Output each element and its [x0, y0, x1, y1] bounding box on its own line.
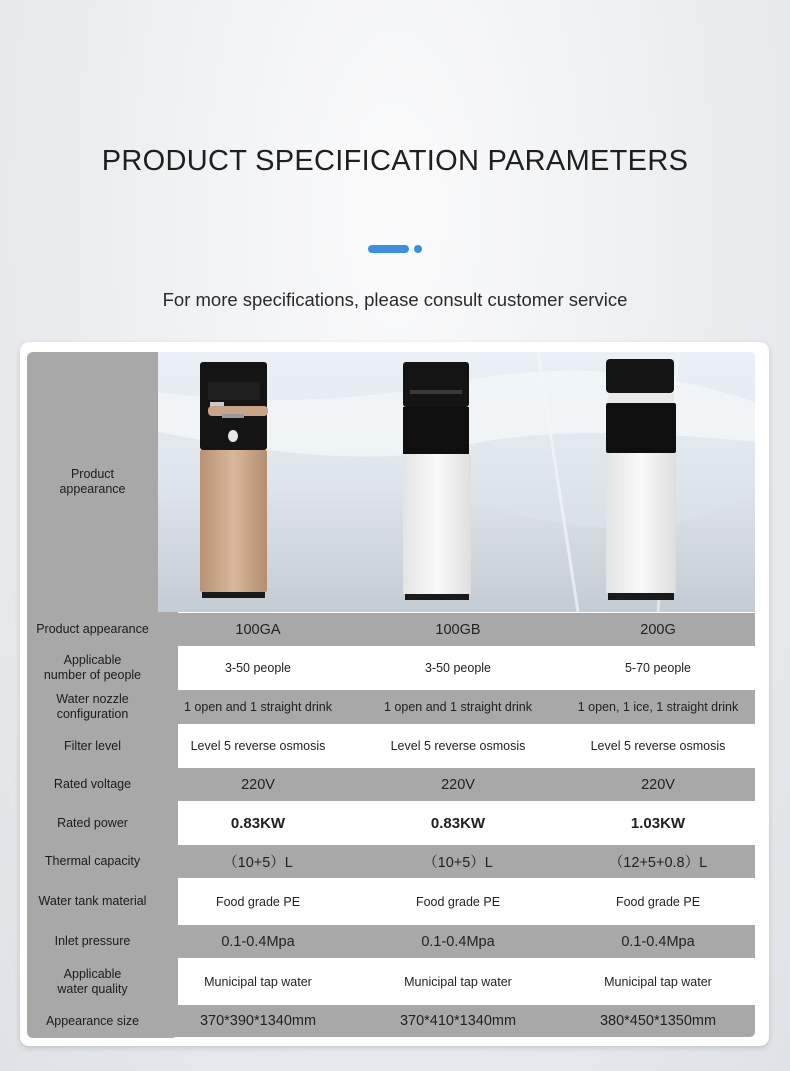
- row-label: [27, 1005, 158, 1037]
- spec-cell: 0.1-0.4Mpa: [421, 933, 495, 950]
- spec-cell: Level 5 reverse osmosis: [190, 739, 326, 753]
- product-photo-svg: [158, 352, 755, 612]
- row-label: [27, 801, 158, 845]
- spec-cell: 0.83KW: [430, 814, 486, 832]
- row-label-line: Rated voltage: [53, 777, 132, 791]
- row-label: [27, 845, 158, 878]
- spec-cell: 370*390*1340mm: [199, 1013, 317, 1029]
- page-title: PRODUCT SPECIFICATION PARAMETERS: [101, 145, 689, 177]
- product-photo: [158, 352, 755, 612]
- row-label: [27, 613, 158, 646]
- row-label: [27, 768, 158, 801]
- spec-cell: Level 5 reverse osmosis: [590, 739, 726, 753]
- spec-cell: 1 open and 1 straight drink: [383, 700, 533, 714]
- spec-cell: 100GA: [235, 621, 281, 638]
- spec-cell: Food grade PE: [615, 894, 701, 909]
- row-label-line: Water tank material: [38, 894, 147, 908]
- spec-cell: 370*410*1340mm: [399, 1013, 517, 1029]
- spec-cell: 1 open, 1 ice, 1 straight drink: [577, 700, 739, 714]
- dispenser-200g: [606, 359, 676, 600]
- row-label-line: Product appearance: [36, 622, 149, 636]
- spec-cell: 220V: [441, 776, 475, 793]
- spec-cell: 380*450*1350mm: [599, 1013, 717, 1029]
- row-label-line: Applicable: [63, 653, 122, 667]
- row-label: [27, 690, 158, 724]
- spec-cell: 1.03KW: [630, 814, 686, 832]
- appearance-label: Product appearance: [59, 467, 126, 496]
- spec-cell: Food grade PE: [215, 894, 301, 909]
- row-label: [27, 646, 158, 690]
- row-label: [27, 958, 158, 1005]
- spec-cell: Level 5 reverse osmosis: [390, 739, 526, 753]
- spec-cell: 1 open and 1 straight drink: [183, 700, 333, 714]
- row-label-line: Inlet pressure: [54, 934, 131, 948]
- accent-decoration: [368, 244, 423, 254]
- row-label-line: water quality: [57, 981, 128, 996]
- row-label-line: Water nozzle: [56, 692, 129, 706]
- spec-cell: 0.83KW: [230, 814, 286, 832]
- spec-cell: 220V: [641, 776, 675, 793]
- spec-cell: （10+5）L: [423, 855, 493, 871]
- spec-cell: 200G: [640, 621, 676, 638]
- row-label-line: Rated power: [57, 815, 128, 830]
- row-label: [27, 878, 158, 925]
- spec-cell: （12+5+0.8）L: [608, 855, 708, 871]
- spec-cell: （10+5）L: [223, 855, 293, 871]
- spec-cell: 0.1-0.4Mpa: [221, 933, 295, 950]
- spec-cell: Food grade PE: [415, 894, 501, 909]
- spec-cell: Municipal tap water: [604, 974, 712, 989]
- spec-cell: Municipal tap water: [404, 974, 512, 989]
- dispenser-100ga: [200, 362, 268, 598]
- row-label-line: Filter level: [64, 738, 121, 753]
- row-label-line: Thermal capacity: [44, 854, 141, 868]
- page-subtitle: For more specifications, please consult customer service: [162, 289, 628, 310]
- spec-cell: 100GB: [435, 621, 481, 638]
- spec-cell: 220V: [241, 776, 275, 793]
- row-label: [27, 925, 158, 958]
- row-label-line: Applicable: [63, 966, 122, 981]
- dispenser-100gb: [403, 362, 471, 600]
- spec-cell: 0.1-0.4Mpa: [621, 933, 695, 950]
- accent-bar: [368, 245, 409, 253]
- row-label-line: number of people: [43, 668, 142, 682]
- spec-cell: 3-50 people: [224, 661, 292, 675]
- spec-cell: 5-70 people: [624, 661, 692, 675]
- spec-cell: Municipal tap water: [204, 974, 312, 989]
- row-label-line: Appearance size: [45, 1013, 140, 1028]
- row-label: [27, 724, 158, 768]
- spec-cell: 3-50 people: [424, 661, 492, 675]
- spec-table-card: [20, 342, 769, 1046]
- row-label-line: configuration: [56, 707, 129, 721]
- accent-dot: [414, 245, 422, 253]
